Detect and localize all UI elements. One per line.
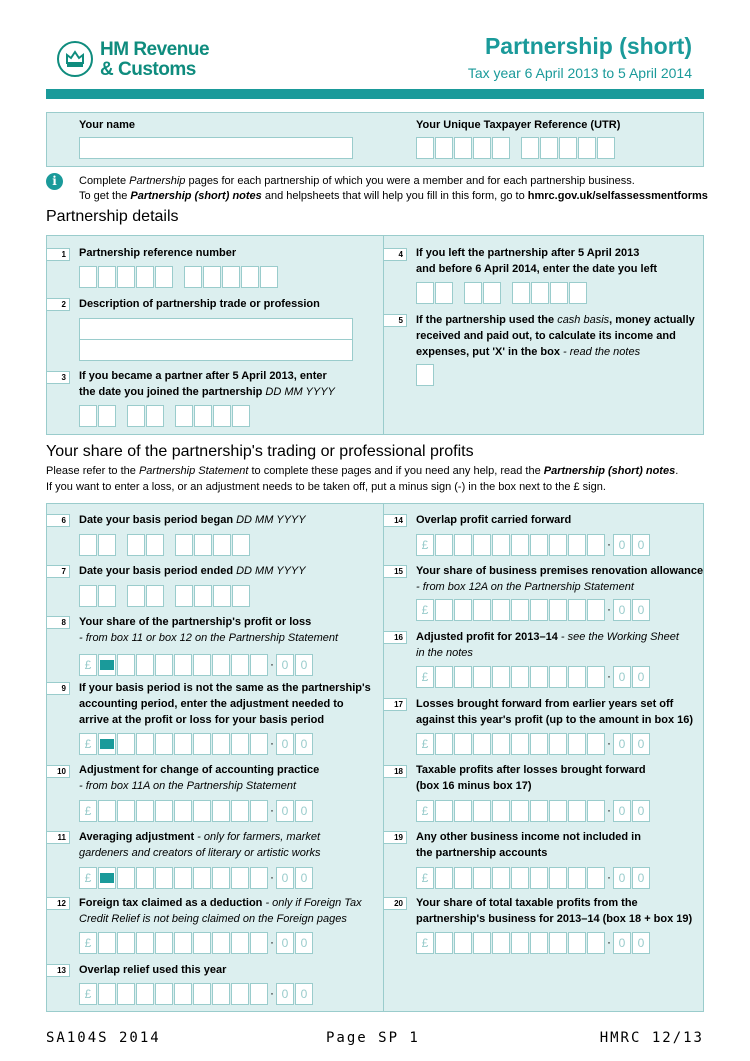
org-logo-text — [100, 40, 209, 80]
utr-label: Your Unique Taxpayer Reference (UTR) — [416, 119, 621, 131]
box1-label: Partnership reference number — [79, 247, 237, 259]
info-icon: i — [46, 173, 63, 190]
box12-label: Foreign tax claimed as a deduction - only if Foreign Tax Credit Relief is not being claimed on the Foreign pages — [79, 897, 362, 925]
overlap-relief-amount[interactable]: £ · 0 0 — [79, 983, 313, 1005]
section2-intro2: If you want to enter a loss, or an adjustment needs to be taken off, put a minus sign (-) in the box next to the £ sign. — [46, 481, 606, 493]
adjusted-profit-amount[interactable]: £ · 0 0 — [416, 666, 650, 688]
box20-label: Your share of total taxable profits from the partnership's business for 2013–14 (box 18 + box 19) — [416, 897, 693, 925]
box-number-20: 20 — [383, 897, 407, 910]
box-number-2: 2 — [46, 298, 70, 311]
tax-year: Tax year 6 April 2013 to 5 April 2014 — [467, 65, 692, 81]
box19-label: Any other business income not included in the partnership accounts — [416, 831, 641, 859]
box9-label: If your basis period is not the same as the partnership's accounting period, enter the adjustment needed to arrive at the profit or loss for your basis period — [79, 682, 371, 726]
other-business-income-amount[interactable]: £ · 0 0 — [416, 867, 650, 889]
box-number-9: 9 — [46, 682, 70, 695]
accounting-practice-amount[interactable]: £ · 0 0 — [79, 800, 313, 822]
box2-label: Description of partnership trade or profession — [79, 298, 320, 310]
box18-label: Taxable profits after losses brought forward (box 16 minus box 17) — [416, 764, 646, 792]
org-name-line2: & Customs — [100, 59, 196, 80]
footer-version: HMRC 12/13 — [599, 1030, 704, 1046]
box4-label: If you left the partnership after 5 April 2013 and before 6 April 2014, enter the date you left — [416, 247, 658, 275]
header-bar — [46, 89, 704, 99]
trade-description-field-1[interactable] — [79, 318, 353, 340]
basis-ended-boxes[interactable] — [79, 585, 250, 607]
info-line1: Complete Partnership pages for each partnership of which you were a member and for each partnership business. — [79, 175, 635, 187]
footer-form-code: SA104S 2014 — [46, 1030, 161, 1046]
box7-label: Date your basis period ended DD MM YYYY — [79, 565, 306, 577]
name-label: Your name — [79, 119, 136, 131]
box3-label: If you became a partner after 5 April 2013, enter the date you joined the partnership DD MM YYYY — [79, 370, 335, 398]
box10-label: Adjustment for change of accounting practice - from box 11A on the Partnership Statement — [79, 764, 320, 792]
date-left-boxes[interactable] — [416, 282, 587, 304]
box17-label: Losses brought forward from earlier years set off against this year's profit (up to the amount in box 16) — [416, 698, 694, 726]
form-title: Partnership (short) — [484, 33, 692, 59]
box-number-11: 11 — [46, 831, 70, 844]
box-number-14: 14 — [383, 514, 407, 527]
box-number-13: 13 — [46, 964, 70, 977]
box-number-3: 3 — [46, 371, 70, 384]
box11-label: Averaging adjustment - only for farmers, market gardeners and creators of literary or artistic works — [79, 831, 321, 859]
name-field[interactable] — [79, 137, 353, 159]
box13-label: Overlap relief used this year — [79, 964, 227, 976]
losses-brought-forward-amount[interactable]: £ · 0 0 — [416, 733, 650, 755]
box-number-5: 5 — [383, 314, 407, 327]
foreign-tax-amount[interactable]: £ · 0 0 — [79, 932, 313, 954]
panel-divider — [383, 236, 384, 434]
utr-boxes[interactable] — [416, 137, 615, 159]
box5-label: If the partnership used the cash basis, money actually received and paid out, to calculate its income and expenses, put 'X' in the box - read the notes — [416, 314, 695, 358]
box-number-17: 17 — [383, 698, 407, 711]
date-joined-boxes[interactable] — [79, 405, 250, 427]
link-selfassessmentforms[interactable]: hmrc.gov.uk/selfassessmentforms — [527, 190, 708, 202]
info-line2: To get the Partnership (short) notes and helpsheets that will help you fill in this form, go to hmrc.gov.uk/selfassessmentforms — [79, 190, 708, 202]
footer-page-number: Page SP 1 — [326, 1030, 420, 1046]
org-name-line1: HM Revenue — [100, 39, 210, 60]
box15-label: Your share of business premises renovation allowance - from box 12A on the Partnership Statement — [416, 565, 704, 593]
overlap-profit-amount[interactable]: £ · 0 0 — [416, 534, 650, 556]
box14-label: Overlap profit carried forward — [416, 514, 572, 526]
section2-intro1: Please refer to the Partnership Statement to complete these pages and if you need any help, read the Partnership (short) notes. — [46, 465, 679, 477]
averaging-adjustment-amount[interactable]: £ · 0 0 — [79, 867, 313, 889]
taxable-profits-amount[interactable]: £ · 0 0 — [416, 800, 650, 822]
cash-basis-checkbox[interactable] — [416, 364, 434, 386]
trade-description-field-2[interactable] — [79, 339, 353, 361]
box16-label: Adjusted profit for 2013–14 - see the Working Sheet in the notes — [416, 631, 679, 659]
basis-began-boxes[interactable] — [79, 534, 250, 556]
crown-crest-icon — [57, 41, 93, 77]
box-number-18: 18 — [383, 765, 407, 778]
box-number-8: 8 — [46, 616, 70, 629]
total-taxable-profits-amount[interactable]: £ · 0 0 — [416, 932, 650, 954]
box-number-4: 4 — [383, 248, 407, 261]
box-number-19: 19 — [383, 831, 407, 844]
box-number-16: 16 — [383, 631, 407, 644]
partnership-reference-boxes[interactable] — [79, 266, 278, 288]
panel-divider — [383, 504, 384, 1011]
basis-adjustment-amount[interactable]: £ · 0 0 — [79, 733, 313, 755]
box8-label: Your share of the partnership's profit or loss - from box 11 or box 12 on the Partnership Statement — [79, 616, 339, 644]
box-number-12: 12 — [46, 897, 70, 910]
box-number-10: 10 — [46, 765, 70, 778]
box-number-15: 15 — [383, 565, 407, 578]
renovation-allowance-amount[interactable]: £ · 0 0 — [416, 599, 650, 621]
section-heading-partnership-details: Partnership details — [46, 208, 179, 225]
box-number-1: 1 — [46, 248, 70, 261]
box-number-7: 7 — [46, 565, 70, 578]
box6-label: Date your basis period began DD MM YYYY — [79, 514, 306, 526]
profit-loss-amount[interactable]: £ · 0 0 — [79, 654, 313, 676]
box-number-6: 6 — [46, 514, 70, 527]
section-heading-profits: Your share of the partnership's trading or professional profits — [46, 443, 474, 460]
